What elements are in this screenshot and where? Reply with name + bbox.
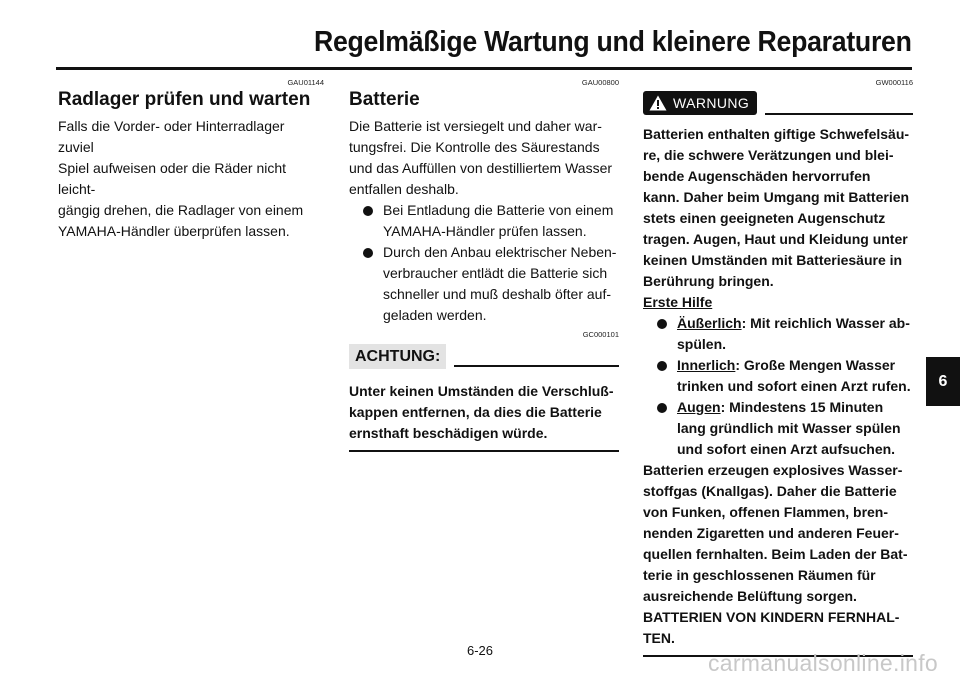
section-body: [349, 116, 619, 200]
caution-header: [349, 344, 619, 369]
section-battery: [349, 78, 619, 452]
text-line: tungsfrei. Die Kontrolle des Säurestands: [349, 139, 600, 155]
warning-outro: [643, 460, 913, 649]
text-line: terie in geschlossenen Räumen für: [643, 567, 876, 583]
text-line: quellen fernhalten. Beim Laden der Bat-: [643, 546, 908, 562]
warning-badge: [643, 91, 757, 115]
aid-term: Äußerlich: [677, 315, 742, 331]
watermark: carmanualsonline.info: [707, 650, 938, 676]
caution-label: ACHTUNG:: [349, 344, 446, 369]
text-line: entfallen deshalb.: [349, 181, 459, 197]
text-line: keinen Umständen mit Batteriesäure in: [643, 252, 903, 268]
text-line: Spiel aufweisen oder die Räder nicht leicht-: [58, 160, 287, 197]
warning-intro: [643, 124, 913, 292]
text-line: von Funken, offenen Flammen, bren-: [643, 504, 889, 520]
list-item: [643, 313, 913, 355]
text-line: gängig drehen, die Radlager von einem: [58, 202, 304, 218]
text-line: Batterien erzeugen explosives Wasser-: [643, 462, 903, 478]
aid-term: Innerlich: [677, 357, 736, 373]
text-line: schneller und muß deshalb öfter auf-: [383, 286, 612, 302]
aid-term: Augen: [677, 399, 721, 415]
bullet-icon: [657, 403, 667, 413]
text-line: YAMAHA-Händler prüfen lassen.: [383, 223, 587, 239]
text-line: Falls die Vorder- oder Hinterradlager zuviel: [58, 118, 285, 155]
section-code: GAU00800: [581, 78, 619, 87]
warning-code: GW000116: [875, 78, 913, 87]
text-line: BATTERIEN VON KINDERN FERNHAL-: [643, 609, 900, 625]
text-line: Bei Entladung die Batterie von einem: [383, 202, 614, 218]
caution-rule: [454, 365, 619, 367]
text-line: kann. Daher beim Umgang mit Batterien: [643, 189, 910, 205]
page-number: 6-26: [466, 643, 494, 658]
section-code: GAU01144: [287, 78, 324, 87]
text-line: tragen. Augen, Haut und Kleidung unter: [643, 231, 908, 247]
text-line: YAMAHA-Händler überprüfen lassen.: [58, 223, 290, 239]
text-line: bende Augenschäden hervorrufen: [643, 168, 871, 184]
text-line: : Mit reichlich Wasser ab-: [741, 315, 910, 331]
text-line: geladen werden.: [383, 307, 487, 323]
text-line: spülen.: [677, 336, 727, 352]
first-aid-list: [643, 313, 913, 460]
text-line: Berührung bringen.: [643, 273, 774, 289]
bullet-icon: [657, 361, 667, 371]
text-line: nenden Zigaretten und anderen Feuer-: [643, 525, 899, 541]
text-line: Batterien enthalten giftige Schwefelsäu-: [643, 126, 910, 142]
text-line: Durch den Anbau elektrischer Neben-: [383, 244, 617, 260]
text-line: re, die schwere Verätzungen und blei-: [643, 147, 894, 163]
warning-rule: [765, 113, 913, 115]
list-item: [349, 242, 619, 326]
chapter-tab: 6: [926, 357, 960, 406]
section-warning: [643, 78, 913, 657]
section-wheel-bearings: [58, 78, 324, 242]
bullet-list: [349, 200, 619, 326]
bullet-icon: [363, 206, 373, 216]
warning-triangle-icon: [649, 95, 667, 111]
bullet-icon: [657, 319, 667, 329]
text-line: Die Batterie ist versiegelt und daher war-: [349, 118, 602, 134]
list-item: [349, 200, 619, 242]
text-line: trinken und sofort einen Arzt rufen.: [677, 378, 911, 394]
text-line: stets einen geeigneten Augenschutz: [643, 210, 886, 226]
page-header-title: Regelmäßige Wartung und kleinere Reparaturen: [314, 26, 912, 58]
text-line: : Mindestens 15 Minuten: [720, 399, 884, 415]
text-line: lang gründlich mit Wasser spülen: [677, 420, 901, 436]
caution-end-rule: [349, 450, 619, 452]
first-aid-heading: Erste Hilfe: [643, 294, 713, 310]
text-line: und das Auffüllen von destilliertem Wasser: [349, 160, 613, 176]
list-item: [643, 397, 913, 460]
list-item: [643, 355, 913, 397]
section-title: Batterie: [349, 89, 420, 110]
text-line: Unter keinen Umständen die Verschluß-: [349, 383, 614, 399]
caution-code: GC000101: [582, 330, 619, 339]
text-line: stoffgas (Knallgas). Daher die Batterie: [643, 483, 897, 499]
caution-body: [349, 381, 619, 444]
text-line: verbraucher entlädt die Batterie sich: [383, 265, 608, 281]
warning-label: WARNUNG: [673, 95, 750, 111]
text-line: und sofort einen Arzt aufsuchen.: [677, 441, 896, 457]
section-title: Radlager prüfen und warten: [58, 89, 311, 110]
text-line: ausreichende Belüftung sorgen.: [643, 588, 857, 604]
warning-header: [643, 91, 913, 115]
section-body: [58, 116, 324, 242]
text-line: : Große Mengen Wasser: [735, 357, 896, 373]
header-rule: [56, 67, 912, 70]
text-line: kappen entfernen, da dies die Batterie: [349, 404, 602, 420]
bullet-icon: [363, 248, 373, 258]
text-line: TEN.: [643, 630, 675, 646]
text-line: ernsthaft beschädigen würde.: [349, 425, 548, 441]
